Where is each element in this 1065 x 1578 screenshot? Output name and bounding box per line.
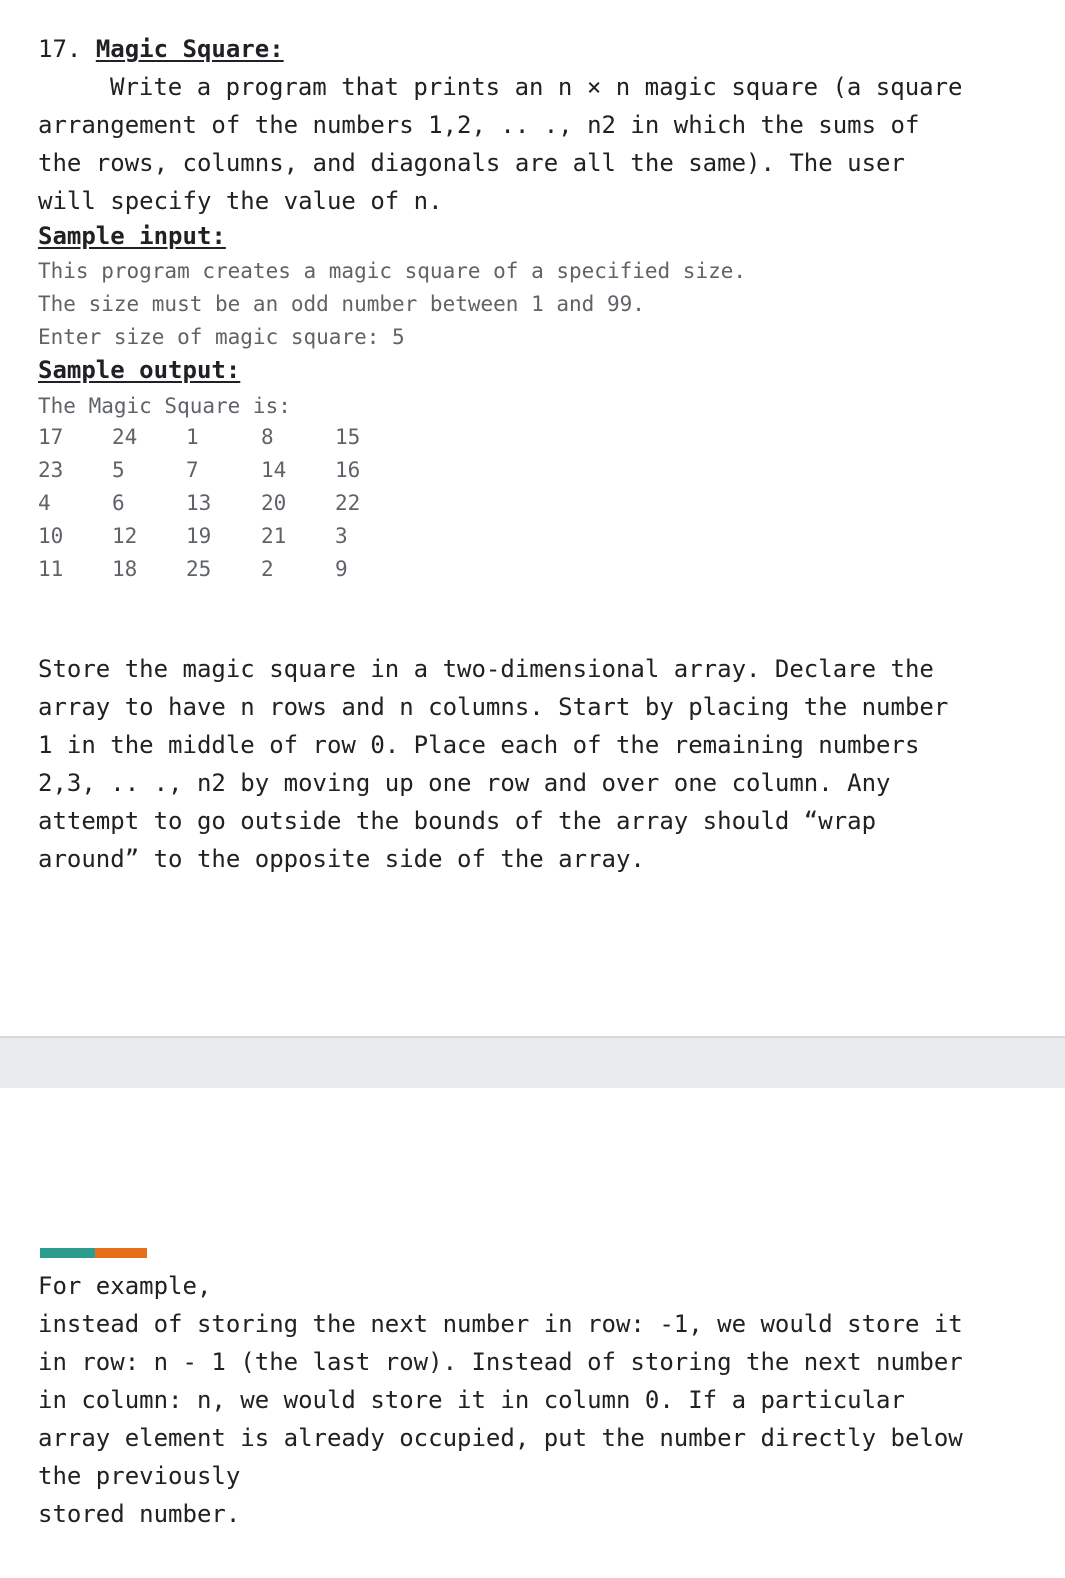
intro-line: Write a program that prints an n × n magic square (a square [110,73,963,101]
problem-title: Magic Square: [95,35,284,63]
example-line: array element is already occupied, put the number directly below [38,1424,963,1452]
sample-input-block [38,255,746,354]
magic-square-cell: 7 [186,458,199,482]
magic-square-cell: 6 [112,491,125,515]
page-separator-band [0,1036,1065,1088]
sample-input-line: The size must be an odd number between 1 and 99. [38,292,645,316]
problem-number: 17. [38,35,82,63]
sample-output-heading: Sample output: [38,356,241,384]
magic-square-cell: 3 [335,524,348,548]
magic-square-cell: 17 [38,425,64,449]
example-line: the previously [38,1462,241,1490]
magic-square-cell: 4 [38,491,51,515]
accent-bar-teal [40,1248,95,1258]
magic-square-cell: 23 [38,458,64,482]
problem-intro [38,68,1018,220]
example-line: stored number. [38,1500,241,1528]
instructions-paragraph [38,650,1028,878]
intro-line: will specify the value of n. [38,187,443,215]
problem-heading [38,30,284,68]
intro-line: arrangement of the numbers 1,2, .. ., n2 in which the sums of [38,111,920,139]
magic-square-cell: 24 [112,425,138,449]
magic-square-cell: 8 [261,425,274,449]
sample-input-line: Enter size of magic square: 5 [38,325,405,349]
sample-input-line: This program creates a magic square of a specified size. [38,259,747,283]
example-line: For example, [38,1272,212,1300]
instructions-line: 2,3, .. ., n2 by moving up one row and over one column. Any [38,769,891,797]
instructions-line: array to have n rows and n columns. Start by placing the number [38,693,949,721]
magic-square-cell: 22 [335,491,361,515]
magic-square-cell: 15 [335,425,361,449]
magic-square-cell: 16 [335,458,361,482]
magic-square-cell: 13 [186,491,212,515]
magic-square-cell: 18 [112,557,138,581]
magic-square-cell: 2 [261,557,274,581]
magic-square-cell: 5 [112,458,125,482]
example-paragraph [38,1267,1028,1533]
magic-square-cell: 12 [112,524,138,548]
magic-square-cell: 9 [335,557,348,581]
magic-square-cell: 25 [186,557,212,581]
magic-square-cell: 11 [38,557,64,581]
magic-square-cell: 10 [38,524,64,548]
accent-bar-orange [95,1248,147,1258]
instructions-line: Store the magic square in a two-dimensional array. Declare the [38,655,934,683]
instructions-line: around” to the opposite side of the array. [38,845,645,873]
magic-square-cell: 21 [261,524,287,548]
magic-square-cell: 20 [261,491,287,515]
example-line: in column: n, we would store it in column 0. If a particular [38,1386,905,1414]
sample-input-heading: Sample input: [38,222,226,250]
instructions-line: attempt to go outside the bounds of the array should “wrap [38,807,877,835]
magic-square-cell: 14 [261,458,287,482]
magic-square-cell: 1 [186,425,199,449]
magic-square-cell: 19 [186,524,212,548]
example-line: in row: n - 1 (the last row). Instead of storing the next number [38,1348,963,1376]
magic-square-caption: The Magic Square is: [38,394,291,418]
example-line: instead of storing the next number in row: -1, we would store it [38,1310,963,1338]
intro-line: the rows, columns, and diagonals are all the same). The user [38,149,905,177]
instructions-line: 1 in the middle of row 0. Place each of the remaining numbers [38,731,920,759]
